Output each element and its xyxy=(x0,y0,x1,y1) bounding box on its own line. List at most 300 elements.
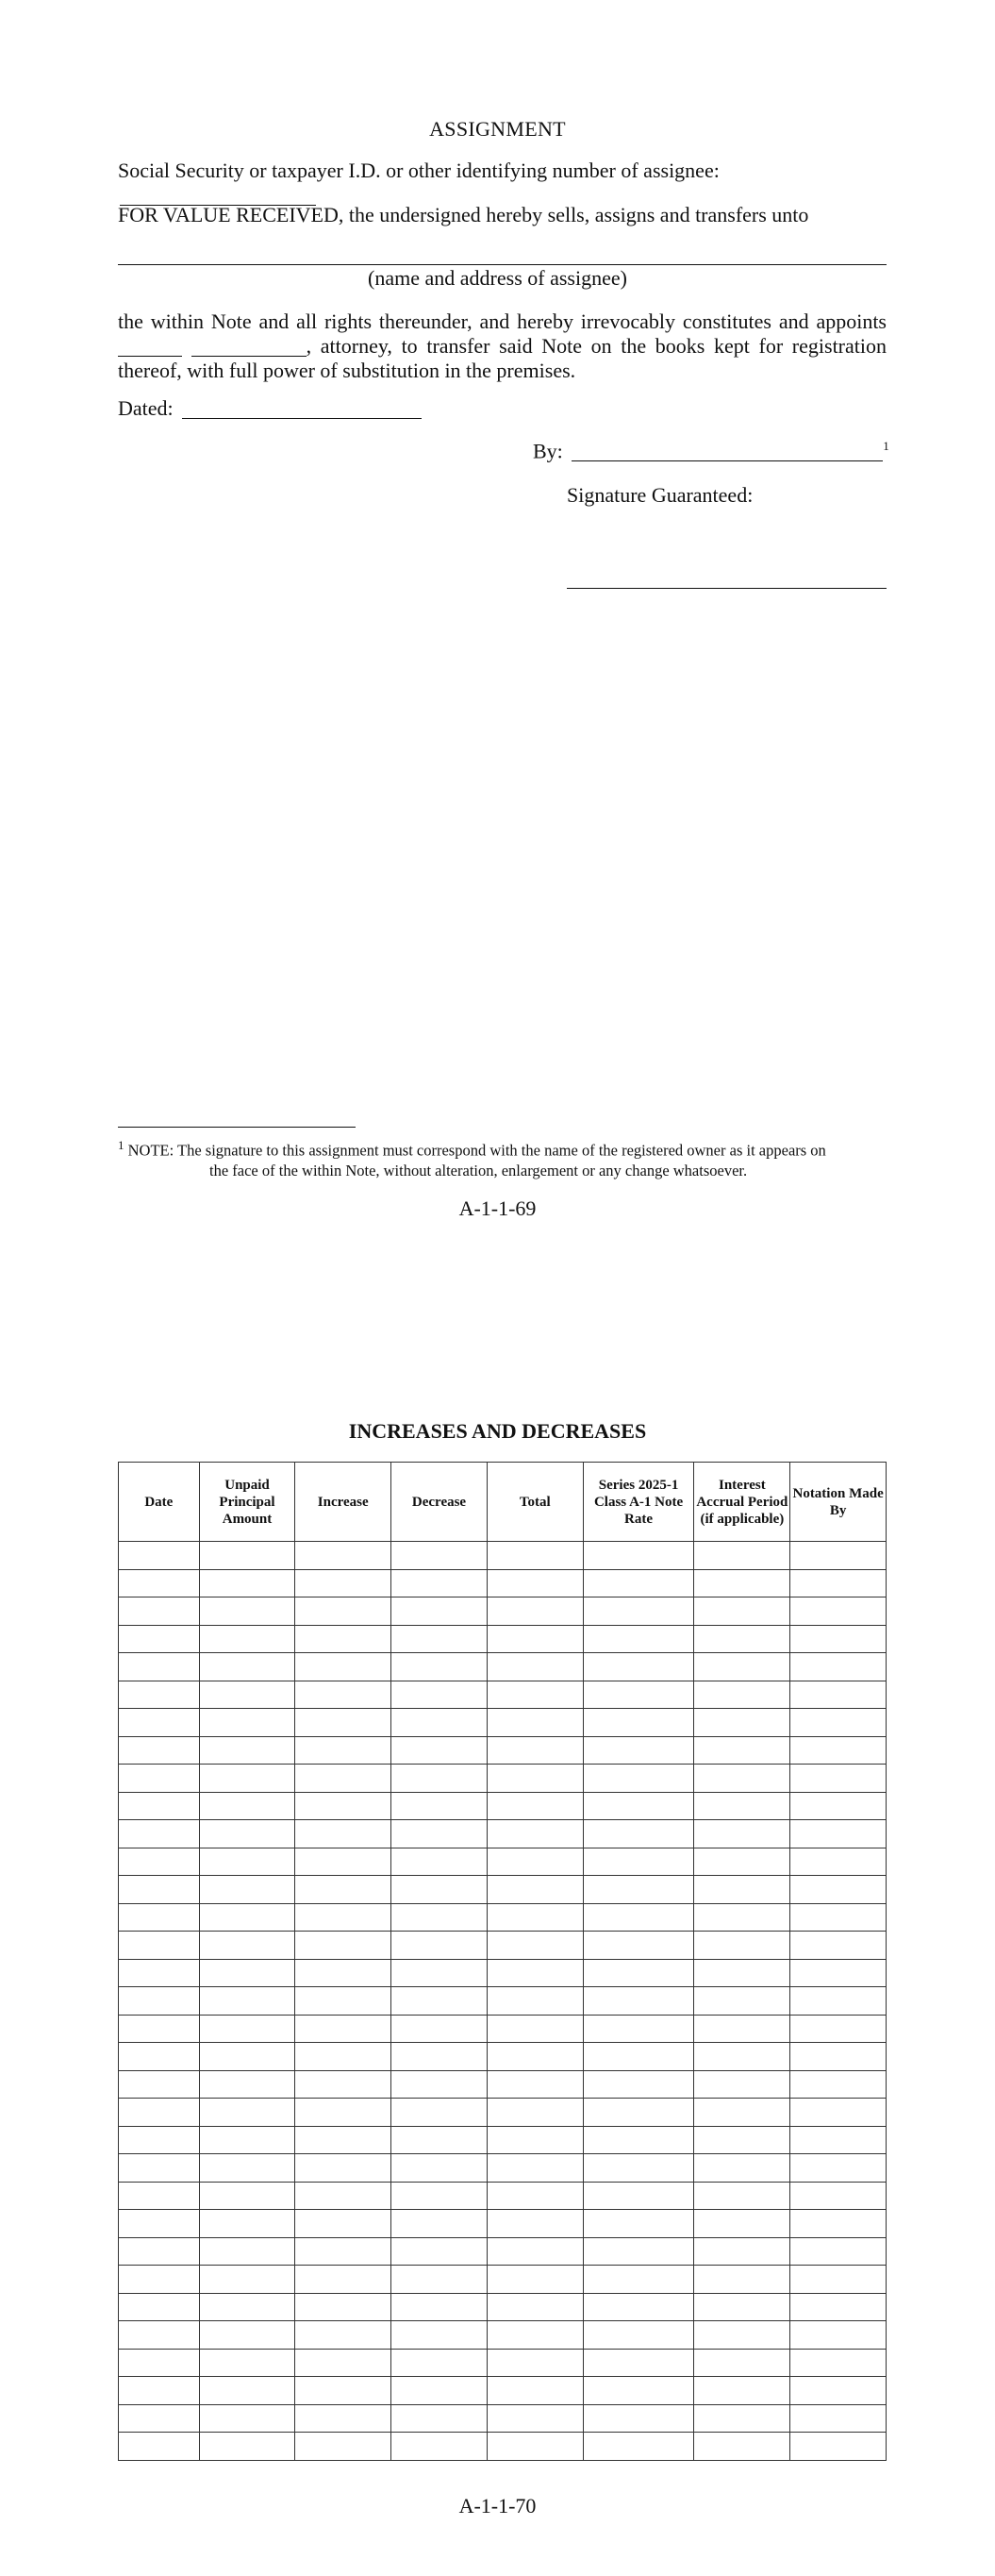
table-cell xyxy=(391,1959,488,1987)
table-cell xyxy=(199,1848,295,1876)
table-cell xyxy=(790,2126,887,2154)
dated-line xyxy=(118,396,887,421)
table-cell xyxy=(295,1848,391,1876)
by-signature-line xyxy=(533,439,889,463)
table-cell xyxy=(790,1765,887,1793)
table-cell xyxy=(199,2043,295,2071)
table-cell xyxy=(790,1681,887,1709)
table-cell xyxy=(790,1709,887,1737)
table-cell xyxy=(119,2266,200,2294)
table-cell xyxy=(199,1653,295,1681)
table-cell xyxy=(694,2266,790,2294)
table-cell xyxy=(295,1932,391,1960)
table-row xyxy=(119,1903,887,1932)
table-cell xyxy=(487,2321,583,2350)
table-cell xyxy=(199,1681,295,1709)
table-cell xyxy=(199,2210,295,2238)
table-cell xyxy=(694,1848,790,1876)
table-cell xyxy=(391,1903,488,1932)
table-cell xyxy=(295,2321,391,2350)
table-cell xyxy=(694,1681,790,1709)
table-cell xyxy=(199,2321,295,2350)
table-cell xyxy=(391,2293,488,2321)
table-cell xyxy=(694,1987,790,2016)
table-cell xyxy=(199,1597,295,1626)
table-cell xyxy=(487,1681,583,1709)
table-cell xyxy=(295,2266,391,2294)
table-row xyxy=(119,1597,887,1626)
table-cell xyxy=(119,1681,200,1709)
table-cell xyxy=(583,1959,694,1987)
table-cell xyxy=(119,1932,200,1960)
footnote xyxy=(118,1135,887,1180)
table-row xyxy=(119,1681,887,1709)
dated-label: Dated: xyxy=(118,396,174,420)
table-cell xyxy=(583,1903,694,1932)
table-cell xyxy=(391,1736,488,1765)
table-cell xyxy=(583,2266,694,2294)
table-cell xyxy=(199,2070,295,2099)
table-cell xyxy=(790,1932,887,1960)
table-cell xyxy=(790,1792,887,1820)
column-header-interest-period: Interest Accrual Period (if applicable) xyxy=(694,1463,790,1542)
table-cell xyxy=(391,2015,488,2043)
table-cell xyxy=(119,2126,200,2154)
table-cell xyxy=(583,1848,694,1876)
table-cell xyxy=(199,2099,295,2127)
table-cell xyxy=(487,2237,583,2266)
table-cell xyxy=(583,1625,694,1653)
table-cell xyxy=(694,1932,790,1960)
table-row xyxy=(119,2182,887,2210)
table-cell xyxy=(790,1987,887,2016)
table-cell xyxy=(583,2099,694,2127)
table-cell xyxy=(391,1876,488,1904)
column-header-notation: Notation Made By xyxy=(790,1463,887,1542)
table-cell xyxy=(295,1959,391,1987)
table-cell xyxy=(583,1792,694,1820)
table-cell xyxy=(295,2043,391,2071)
table-cell xyxy=(199,2015,295,2043)
table-cell xyxy=(199,2266,295,2294)
table-cell xyxy=(694,1542,790,1570)
table-cell xyxy=(199,2237,295,2266)
table-cell xyxy=(790,2210,887,2238)
table-cell xyxy=(119,1765,200,1793)
table-cell xyxy=(583,1653,694,1681)
table-cell xyxy=(694,1959,790,1987)
table-row xyxy=(119,1625,887,1653)
table-cell xyxy=(119,1876,200,1904)
table-cell xyxy=(199,1569,295,1597)
table-cell xyxy=(295,1681,391,1709)
table-cell xyxy=(583,1681,694,1709)
table-cell xyxy=(391,2154,488,2183)
table-cell xyxy=(694,1903,790,1932)
table-cell xyxy=(295,1792,391,1820)
table-cell xyxy=(391,1848,488,1876)
table-row xyxy=(119,2433,887,2461)
table-cell xyxy=(295,1820,391,1848)
table-cell xyxy=(790,1542,887,1570)
table-cell xyxy=(790,1903,887,1932)
table-cell xyxy=(199,1903,295,1932)
table-row xyxy=(119,2293,887,2321)
table-cell xyxy=(694,2349,790,2377)
table-row xyxy=(119,1876,887,1904)
table-cell xyxy=(391,2266,488,2294)
table-cell xyxy=(295,1876,391,1904)
table-cell xyxy=(694,2293,790,2321)
table-cell xyxy=(790,1876,887,1904)
signature-guaranteed-label: Signature Guaranteed: xyxy=(567,483,754,507)
table-cell xyxy=(119,2015,200,2043)
table-cell xyxy=(199,2182,295,2210)
table-cell xyxy=(487,1820,583,1848)
table-cell xyxy=(199,1820,295,1848)
table-cell xyxy=(295,1736,391,1765)
table-cell xyxy=(119,2349,200,2377)
table-cell xyxy=(790,1959,887,1987)
table-row xyxy=(119,1765,887,1793)
assignment-title: ASSIGNMENT xyxy=(429,117,566,141)
table-cell xyxy=(694,1597,790,1626)
attorney-blank-a xyxy=(118,337,182,357)
table-cell xyxy=(583,1709,694,1737)
table-cell xyxy=(487,2349,583,2377)
footnote-text-continued: the face of the within Note, without alteration, enlargement or any change whatsoever. xyxy=(209,1161,748,1179)
table-cell xyxy=(694,1569,790,1597)
table-cell xyxy=(583,1765,694,1793)
table-cell xyxy=(487,1625,583,1653)
table-cell xyxy=(391,1820,488,1848)
table-cell xyxy=(391,1987,488,2016)
table-cell xyxy=(391,1792,488,1820)
column-header-date: Date xyxy=(119,1463,200,1542)
table-cell xyxy=(295,1903,391,1932)
attorney-blank-b xyxy=(191,337,307,357)
table-cell xyxy=(295,2377,391,2405)
table-cell xyxy=(119,1653,200,1681)
table-row xyxy=(119,1959,887,1987)
table-cell xyxy=(583,2043,694,2071)
table-cell xyxy=(487,2126,583,2154)
ssn-label: Social Security or taxpayer I.D. or other identifying number of assignee: xyxy=(118,159,720,182)
table-cell xyxy=(119,1736,200,1765)
table-cell xyxy=(790,2377,887,2405)
table-cell xyxy=(391,2321,488,2350)
table-cell xyxy=(487,2266,583,2294)
table-cell xyxy=(583,2182,694,2210)
table-cell xyxy=(295,2070,391,2099)
table-row xyxy=(119,2015,887,2043)
table-cell xyxy=(694,2099,790,2127)
table-cell xyxy=(119,1709,200,1737)
table-cell xyxy=(199,2377,295,2405)
within-text-2: , attorney, to transfer said Note on the books kept for registration thereof, with full power of substitution in the premises. xyxy=(118,334,887,382)
for-value-received-text: FOR VALUE RECEIVED, the undersigned hereby sells, assigns and transfers unto xyxy=(118,203,809,226)
table-row xyxy=(119,2266,887,2294)
table-cell xyxy=(694,2210,790,2238)
table-cell xyxy=(790,1597,887,1626)
table-cell xyxy=(199,2404,295,2433)
table-row xyxy=(119,2349,887,2377)
table-row xyxy=(119,1653,887,1681)
table-cell xyxy=(295,1987,391,2016)
table-cell xyxy=(583,1736,694,1765)
table-cell xyxy=(119,2210,200,2238)
table-cell xyxy=(790,2043,887,2071)
table-cell xyxy=(583,1876,694,1904)
table-cell xyxy=(583,1820,694,1848)
table-cell xyxy=(391,2126,488,2154)
table-cell xyxy=(487,1987,583,2016)
table-row xyxy=(119,1987,887,2016)
table-cell xyxy=(295,2237,391,2266)
table-cell xyxy=(199,1959,295,1987)
table-row xyxy=(119,2043,887,2071)
within-note-paragraph xyxy=(118,309,887,383)
assignee-blank-line xyxy=(118,264,887,265)
table-cell xyxy=(295,1542,391,1570)
footnote-separator xyxy=(118,1127,356,1128)
table-cell xyxy=(790,2237,887,2266)
table-cell xyxy=(199,1709,295,1737)
table-row xyxy=(119,2126,887,2154)
table-cell xyxy=(790,2321,887,2350)
table-cell xyxy=(694,2404,790,2433)
table-cell xyxy=(583,1932,694,1960)
table-cell xyxy=(119,2377,200,2405)
table-cell xyxy=(790,1653,887,1681)
table-cell xyxy=(391,2433,488,2461)
table-cell xyxy=(583,2070,694,2099)
table-cell xyxy=(487,1569,583,1597)
table-cell xyxy=(391,1569,488,1597)
table-cell xyxy=(583,2433,694,2461)
table-cell xyxy=(583,2293,694,2321)
table-cell xyxy=(487,1709,583,1737)
signature-guaranteed-line xyxy=(567,588,887,589)
table-cell xyxy=(119,1625,200,1653)
table-cell xyxy=(583,1987,694,2016)
table-cell xyxy=(295,2154,391,2183)
table-cell xyxy=(487,2210,583,2238)
table-row xyxy=(119,2154,887,2183)
table-cell xyxy=(487,1765,583,1793)
table-cell xyxy=(119,2321,200,2350)
table-cell xyxy=(295,1597,391,1626)
table-cell xyxy=(790,2349,887,2377)
table-cell xyxy=(199,1542,295,1570)
table-cell xyxy=(391,2404,488,2433)
table-cell xyxy=(790,2015,887,2043)
table-cell xyxy=(119,1903,200,1932)
table-cell xyxy=(790,2266,887,2294)
table-cell xyxy=(583,2237,694,2266)
table-cell xyxy=(694,1876,790,1904)
table-row xyxy=(119,1848,887,1876)
dated-blank xyxy=(182,399,422,419)
table-cell xyxy=(199,1736,295,1765)
table-cell xyxy=(199,2349,295,2377)
within-text-1: the within Note and all rights thereunder, and hereby irrevocably constitutes and appoints xyxy=(118,309,887,333)
column-header-unpaid-principal: Unpaid Principal Amount xyxy=(199,1463,295,1542)
table-cell xyxy=(583,2126,694,2154)
table-cell xyxy=(487,2070,583,2099)
table-cell xyxy=(295,2433,391,2461)
table-cell xyxy=(199,1876,295,1904)
table-row xyxy=(119,2070,887,2099)
increases-decreases-page xyxy=(0,1397,995,2576)
table-cell xyxy=(391,1653,488,1681)
table-cell xyxy=(391,2070,488,2099)
table-cell xyxy=(295,2182,391,2210)
column-header-total: Total xyxy=(487,1463,583,1542)
table-cell xyxy=(119,1820,200,1848)
table-cell xyxy=(295,2126,391,2154)
table-row xyxy=(119,2237,887,2266)
table-cell xyxy=(119,1542,200,1570)
table-cell xyxy=(119,1987,200,2016)
table-cell xyxy=(295,2349,391,2377)
footnote-marker: 1 xyxy=(883,439,889,453)
table-cell xyxy=(119,1848,200,1876)
table-cell xyxy=(694,2015,790,2043)
table-cell xyxy=(199,2154,295,2183)
table-cell xyxy=(487,1653,583,1681)
footnote-number: 1 xyxy=(118,1138,124,1152)
table-cell xyxy=(119,2099,200,2127)
table-cell xyxy=(119,2070,200,2099)
table-cell xyxy=(391,2349,488,2377)
table-cell xyxy=(487,1542,583,1570)
table-cell xyxy=(790,1569,887,1597)
table-cell xyxy=(119,2043,200,2071)
column-header-decrease: Decrease xyxy=(391,1463,488,1542)
table-row xyxy=(119,2404,887,2433)
table-row xyxy=(119,1569,887,1597)
page-number: A-1-1-70 xyxy=(458,2494,537,2517)
table-row xyxy=(119,1542,887,1570)
table-cell xyxy=(790,2099,887,2127)
table-cell xyxy=(487,1932,583,1960)
by-label: By: xyxy=(533,439,563,463)
table-cell xyxy=(583,2377,694,2405)
table-cell xyxy=(790,2404,887,2433)
table-cell xyxy=(199,1625,295,1653)
table-cell xyxy=(391,1597,488,1626)
table-cell xyxy=(694,2043,790,2071)
table-cell xyxy=(694,1792,790,1820)
table-cell xyxy=(583,2015,694,2043)
table-cell xyxy=(391,2043,488,2071)
table-cell xyxy=(119,2154,200,2183)
table-cell xyxy=(583,1569,694,1597)
table-cell xyxy=(295,1765,391,1793)
table-cell xyxy=(790,2154,887,2183)
table-cell xyxy=(391,2210,488,2238)
table-cell xyxy=(790,1848,887,1876)
table-cell xyxy=(295,2015,391,2043)
table-cell xyxy=(790,1736,887,1765)
table-cell xyxy=(583,2154,694,2183)
footnote-text: NOTE: The signature to this assignment must correspond with the name of the registered owner as it appears on xyxy=(127,1141,826,1160)
table-cell xyxy=(119,1792,200,1820)
table-cell xyxy=(295,2210,391,2238)
table-cell xyxy=(487,2293,583,2321)
table-cell xyxy=(391,2377,488,2405)
table-cell xyxy=(487,1792,583,1820)
table-cell xyxy=(790,1820,887,1848)
table-cell xyxy=(583,2404,694,2433)
table-cell xyxy=(790,2070,887,2099)
table-cell xyxy=(119,1597,200,1626)
table-cell xyxy=(119,1569,200,1597)
column-header-note-rate: Series 2025-1 Class A-1 Note Rate xyxy=(583,1463,694,1542)
table-cell xyxy=(487,1959,583,1987)
table-cell xyxy=(199,1792,295,1820)
table-row xyxy=(119,2321,887,2350)
table-cell xyxy=(487,1903,583,1932)
table-cell xyxy=(694,2154,790,2183)
table-cell xyxy=(119,1959,200,1987)
table-cell xyxy=(694,1736,790,1765)
table-cell xyxy=(295,1625,391,1653)
table-cell xyxy=(694,2321,790,2350)
table-cell xyxy=(199,1987,295,2016)
table-header-row xyxy=(119,1463,887,1542)
table-cell xyxy=(391,2099,488,2127)
table-cell xyxy=(391,1709,488,1737)
table-cell xyxy=(583,2210,694,2238)
table-cell xyxy=(583,2349,694,2377)
ssn-line xyxy=(118,159,887,208)
table-cell xyxy=(391,1681,488,1709)
table-cell xyxy=(790,2182,887,2210)
table-cell xyxy=(694,1709,790,1737)
column-header-increase: Increase xyxy=(295,1463,391,1542)
table-cell xyxy=(119,2237,200,2266)
increases-decreases-table xyxy=(118,1462,887,2461)
table-cell xyxy=(199,1765,295,1793)
table-cell xyxy=(487,2154,583,2183)
table-cell xyxy=(694,2126,790,2154)
table-cell xyxy=(694,2182,790,2210)
table-cell xyxy=(295,2404,391,2433)
signature-blank xyxy=(572,442,883,461)
table-cell xyxy=(487,2043,583,2071)
table-cell xyxy=(694,1625,790,1653)
table-cell xyxy=(694,1653,790,1681)
table-cell xyxy=(199,2293,295,2321)
table-row xyxy=(119,1709,887,1737)
table-cell xyxy=(694,2377,790,2405)
table-cell xyxy=(694,2237,790,2266)
table-row xyxy=(119,2210,887,2238)
table-cell xyxy=(790,1625,887,1653)
table-cell xyxy=(487,1876,583,1904)
table-cell xyxy=(391,1765,488,1793)
table-row xyxy=(119,1820,887,1848)
table-cell xyxy=(487,2099,583,2127)
table-cell xyxy=(487,2433,583,2461)
assignee-caption: (name and address of assignee) xyxy=(368,266,627,290)
table-cell xyxy=(694,1820,790,1848)
table-cell xyxy=(295,1653,391,1681)
table-cell xyxy=(583,1597,694,1626)
table-cell xyxy=(487,2377,583,2405)
